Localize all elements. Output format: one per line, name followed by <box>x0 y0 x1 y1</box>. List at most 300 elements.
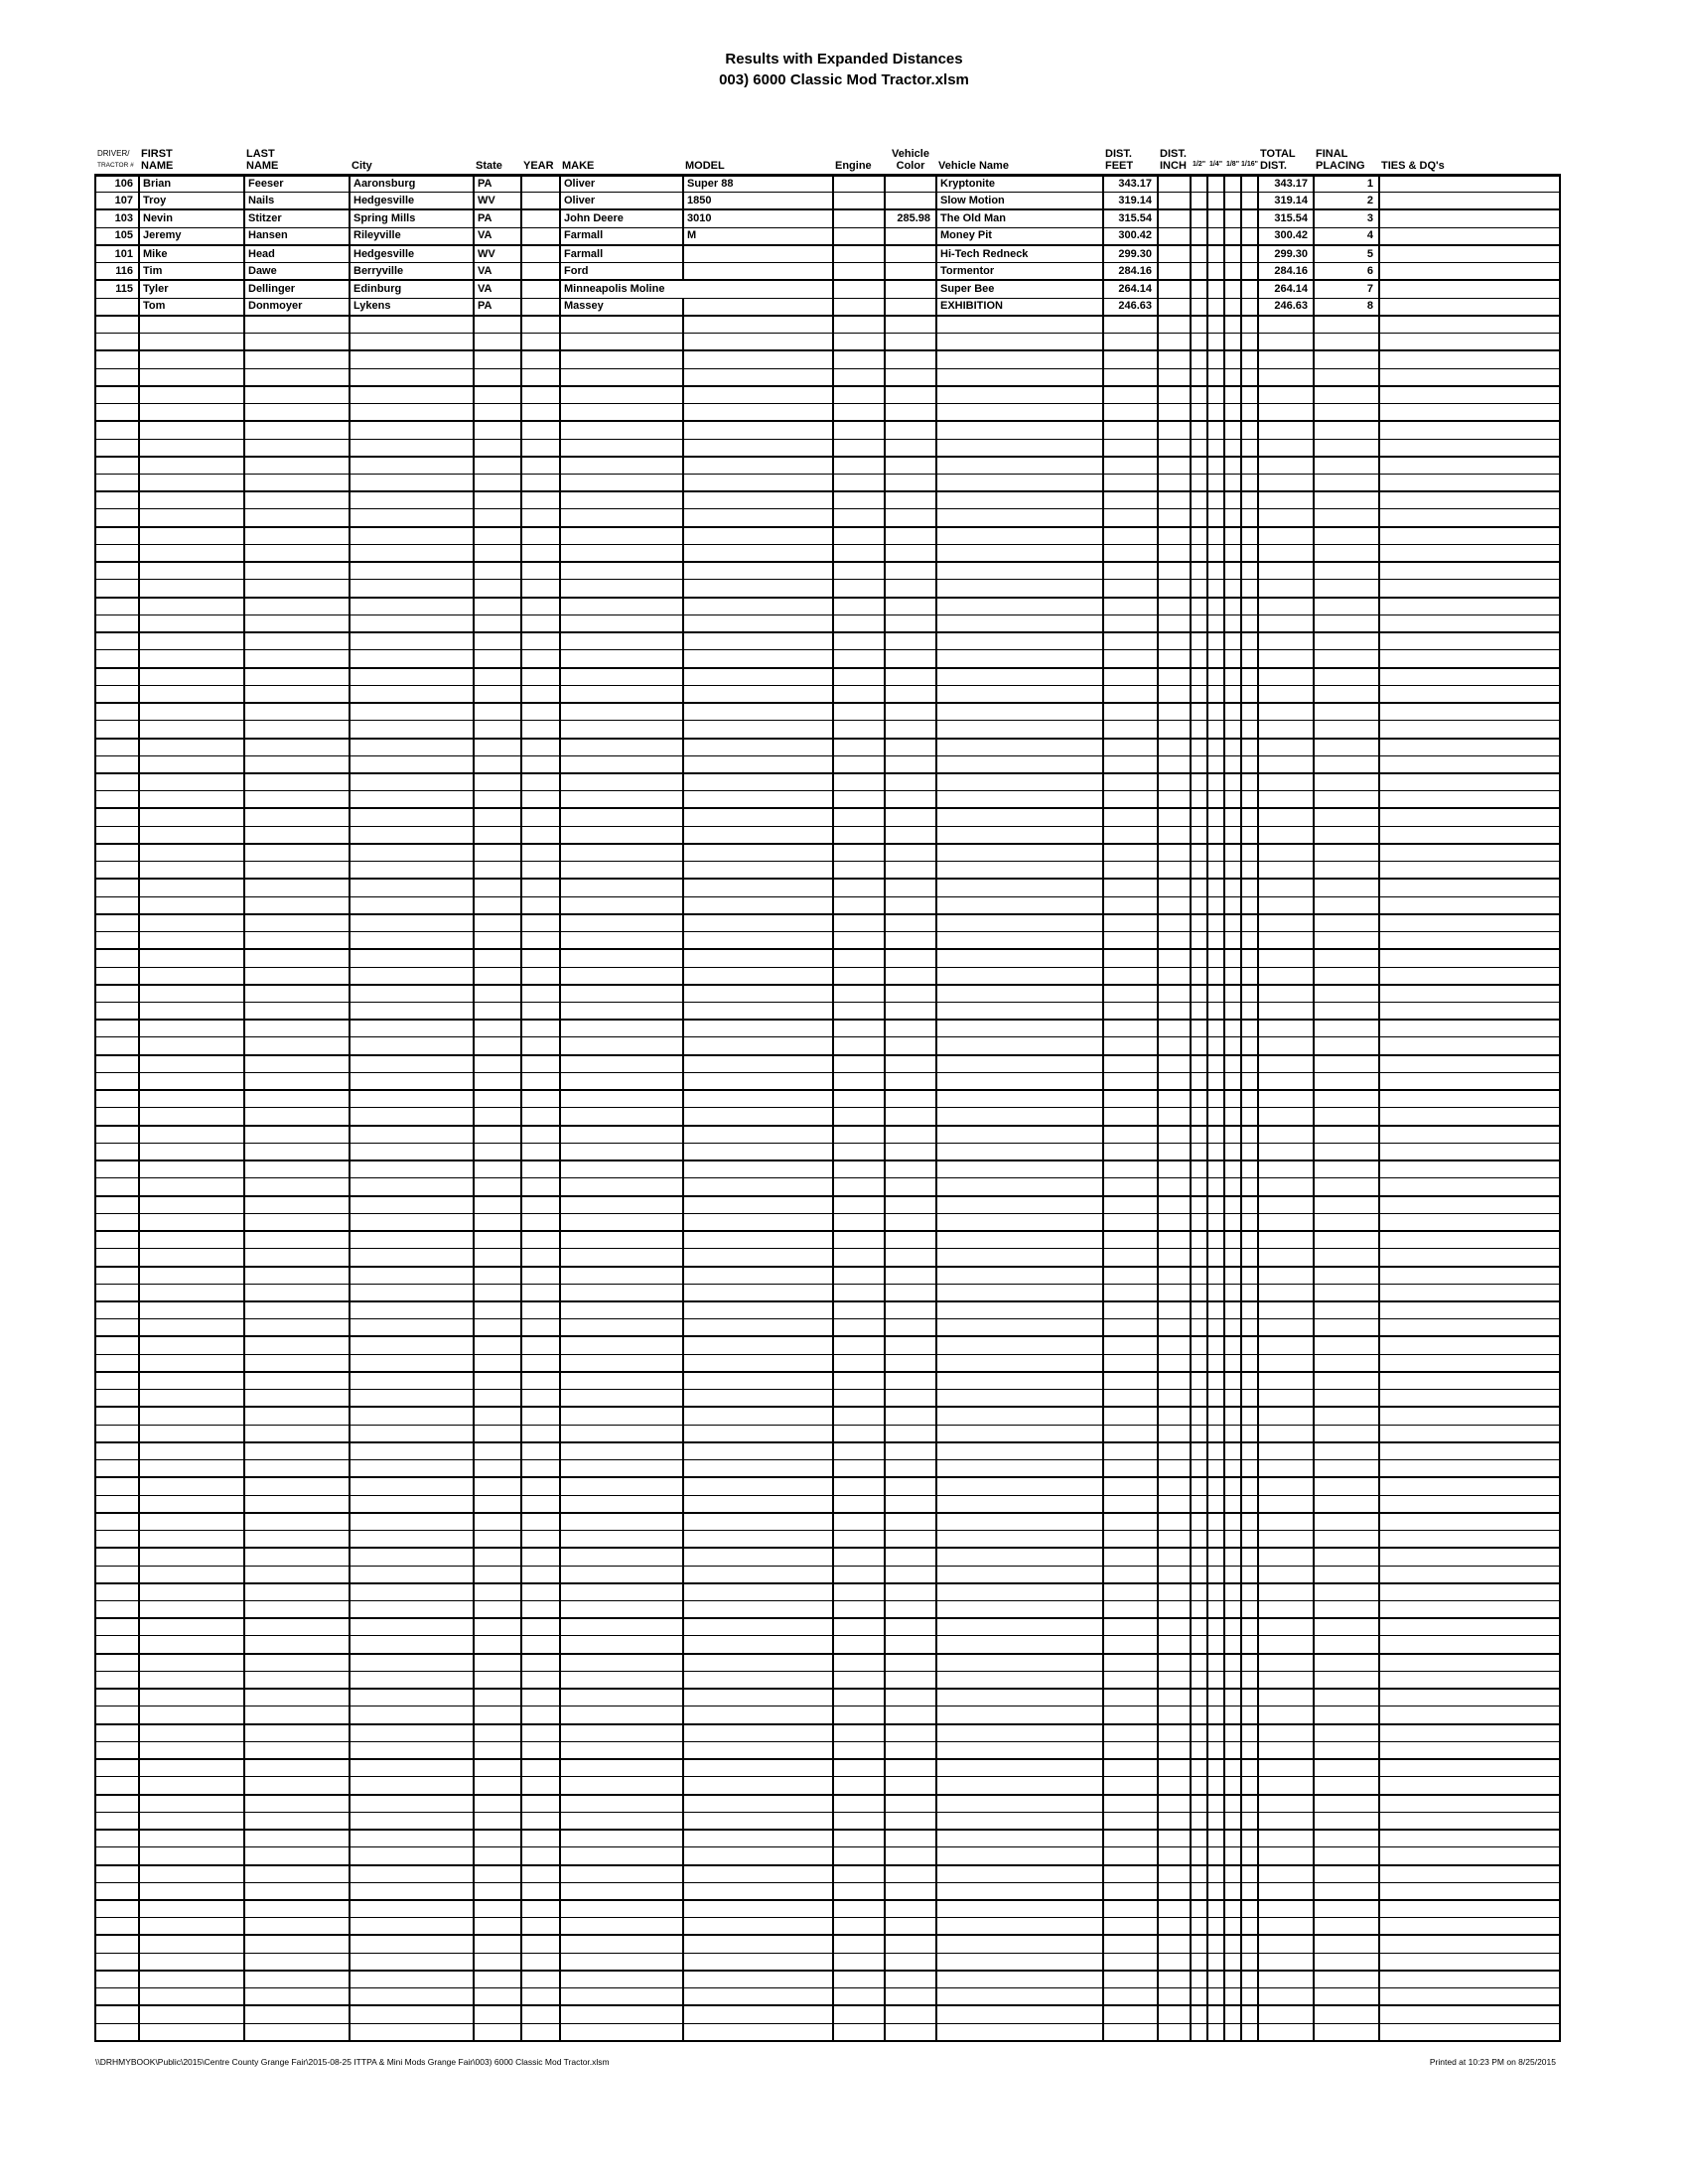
state-cell <box>474 1724 521 1742</box>
dist-inch-cell <box>1158 245 1191 263</box>
driver-number-cell <box>95 509 139 527</box>
last-name-cell <box>244 1795 350 1813</box>
vehicle-color-cell <box>885 562 936 580</box>
year-cell <box>521 1055 560 1073</box>
vehicle-color-cell <box>885 2005 936 2023</box>
year-cell <box>521 1689 560 1706</box>
final-placing-cell <box>1314 862 1379 880</box>
driver-number-cell <box>95 1724 139 1742</box>
column-header-line1: Vehicle <box>892 147 929 160</box>
model-cell <box>683 1795 833 1813</box>
sixteenth-inch-cell <box>1241 1442 1258 1460</box>
vehicle-color-cell <box>885 1830 936 1847</box>
make-cell <box>560 1319 683 1337</box>
vehicle-name-cell <box>936 544 1103 562</box>
vehicle-color-cell <box>885 1020 936 1037</box>
table-row <box>95 739 1560 756</box>
quarter-inch-cell <box>1207 527 1224 545</box>
vehicle-name-cell <box>936 2023 1103 2041</box>
year-cell <box>521 1231 560 1249</box>
city-cell <box>350 1865 474 1883</box>
dist-inch-cell <box>1158 491 1191 509</box>
city-cell <box>350 967 474 985</box>
model-cell <box>683 1249 833 1267</box>
final-placing-cell <box>1314 1636 1379 1654</box>
final-placing-cell <box>1314 826 1379 844</box>
year-cell <box>521 1988 560 2006</box>
driver-number-cell <box>95 685 139 703</box>
total-dist-cell <box>1258 896 1314 914</box>
quarter-inch-cell <box>1207 1319 1224 1337</box>
first-name-cell <box>139 932 244 950</box>
year-cell <box>521 457 560 475</box>
dist-feet-cell <box>1103 632 1158 650</box>
make-cell <box>560 826 683 844</box>
last-name-cell <box>244 509 350 527</box>
half-inch-cell <box>1191 598 1207 615</box>
half-inch-cell <box>1191 1143 1207 1160</box>
vehicle-color-cell <box>885 1160 936 1178</box>
first-name-cell <box>139 1425 244 1442</box>
driver-number-cell <box>95 1583 139 1601</box>
column-header-line2: TRACTOR # <box>97 162 134 169</box>
table-row <box>95 1741 1560 1759</box>
dist-inch-cell <box>1158 1513 1191 1531</box>
city-cell <box>350 650 474 668</box>
city-cell <box>350 755 474 773</box>
city-cell <box>350 1759 474 1777</box>
first-name-cell <box>139 1777 244 1795</box>
last-name-cell <box>244 1600 350 1618</box>
dist-feet-cell <box>1103 879 1158 896</box>
dist-inch-cell <box>1158 632 1191 650</box>
model-cell <box>683 1231 833 1249</box>
last-name-cell <box>244 1847 350 1865</box>
table-row <box>95 1301 1560 1319</box>
half-inch-cell <box>1191 1196 1207 1214</box>
ties-dqs-cell <box>1379 1988 1560 2006</box>
state-cell <box>474 1900 521 1918</box>
state-cell: VA <box>474 263 521 281</box>
total-dist-cell <box>1258 1795 1314 1813</box>
dist-feet-cell: 299.30 <box>1103 245 1158 263</box>
city-cell <box>350 1706 474 1724</box>
last-name-cell <box>244 985 350 1003</box>
make-cell <box>560 491 683 509</box>
driver-number-cell <box>95 668 139 686</box>
dist-inch-cell <box>1158 1407 1191 1425</box>
quarter-inch-cell <box>1207 967 1224 985</box>
column-header-line2: Engine <box>835 160 872 172</box>
dist-feet-cell <box>1103 703 1158 721</box>
first-name-cell <box>139 791 244 809</box>
vehicle-name-cell <box>936 826 1103 844</box>
ties-dqs-cell <box>1379 896 1560 914</box>
state-cell <box>474 1847 521 1865</box>
eighth-inch-cell <box>1224 439 1241 457</box>
make-cell <box>560 1988 683 2006</box>
state-cell <box>474 1090 521 1108</box>
year-cell <box>521 1319 560 1337</box>
last-name-cell <box>244 1407 350 1425</box>
vehicle-color-cell <box>885 1618 936 1636</box>
total-dist-cell <box>1258 949 1314 967</box>
half-inch-cell <box>1191 1531 1207 1549</box>
sixteenth-inch-cell <box>1241 1354 1258 1372</box>
ties-dqs-cell <box>1379 1126 1560 1144</box>
driver-number-cell <box>95 1882 139 1900</box>
final-placing-cell <box>1314 1267 1379 1285</box>
engine-cell <box>833 932 885 950</box>
total-dist-cell <box>1258 1495 1314 1513</box>
make-cell <box>560 1020 683 1037</box>
total-dist-cell <box>1258 404 1314 422</box>
dist-feet-cell <box>1103 2005 1158 2023</box>
last-name-cell <box>244 1020 350 1037</box>
year-cell <box>521 1654 560 1672</box>
dist-inch-cell <box>1158 386 1191 404</box>
driver-number-cell <box>95 967 139 985</box>
vehicle-name-cell <box>936 1213 1103 1231</box>
first-name-cell <box>139 1196 244 1214</box>
total-dist-cell <box>1258 1425 1314 1442</box>
sixteenth-inch-cell <box>1241 175 1258 193</box>
final-placing-cell <box>1314 1196 1379 1214</box>
quarter-inch-cell <box>1207 1055 1224 1073</box>
engine-cell <box>833 280 885 298</box>
engine-cell <box>833 1301 885 1319</box>
make-cell <box>560 1072 683 1090</box>
state-cell <box>474 1336 521 1354</box>
engine-cell <box>833 1390 885 1408</box>
half-inch-cell <box>1191 1249 1207 1267</box>
make-cell <box>560 334 683 351</box>
eighth-inch-cell <box>1224 193 1241 210</box>
vehicle-color-cell <box>885 739 936 756</box>
state-cell <box>474 1636 521 1654</box>
engine-cell <box>833 1460 885 1478</box>
model-cell <box>683 334 833 351</box>
half-inch-cell <box>1191 1953 1207 1971</box>
final-placing-cell <box>1314 632 1379 650</box>
final-placing-cell <box>1314 985 1379 1003</box>
dist-feet-cell <box>1103 1865 1158 1883</box>
make-cell <box>560 1935 683 1953</box>
ties-dqs-cell <box>1379 1301 1560 1319</box>
engine-cell <box>833 755 885 773</box>
city-cell <box>350 474 474 491</box>
quarter-inch-cell <box>1207 1477 1224 1495</box>
dist-inch-cell <box>1158 2005 1191 2023</box>
half-inch-cell <box>1191 1284 1207 1301</box>
model-cell <box>683 1213 833 1231</box>
make-cell <box>560 1583 683 1601</box>
dist-inch-cell <box>1158 808 1191 826</box>
ties-dqs-cell <box>1379 1143 1560 1160</box>
total-dist-cell: 246.63 <box>1258 298 1314 316</box>
table-row <box>95 808 1560 826</box>
ties-dqs-cell <box>1379 1795 1560 1813</box>
quarter-inch-cell <box>1207 808 1224 826</box>
city-cell <box>350 1442 474 1460</box>
engine-cell <box>833 509 885 527</box>
half-inch-cell <box>1191 368 1207 386</box>
vehicle-color-cell <box>885 1935 936 1953</box>
driver-number-cell <box>95 404 139 422</box>
first-name-cell <box>139 1460 244 1478</box>
vehicle-name-cell <box>936 350 1103 368</box>
make-cell <box>560 1900 683 1918</box>
last-name-cell <box>244 932 350 950</box>
state-cell <box>474 773 521 791</box>
total-dist-cell <box>1258 1724 1314 1742</box>
quarter-inch-cell <box>1207 1759 1224 1777</box>
state-cell <box>474 791 521 809</box>
state-cell <box>474 739 521 756</box>
driver-number-cell <box>95 1618 139 1636</box>
state-cell <box>474 439 521 457</box>
vehicle-color-cell <box>885 1741 936 1759</box>
city-cell <box>350 1160 474 1178</box>
dist-feet-cell <box>1103 439 1158 457</box>
dist-feet-cell <box>1103 598 1158 615</box>
vehicle-name-cell <box>936 1407 1103 1425</box>
year-cell <box>521 1372 560 1390</box>
state-cell <box>474 509 521 527</box>
ties-dqs-cell <box>1379 2023 1560 2041</box>
state-cell <box>474 1812 521 1830</box>
eighth-inch-cell <box>1224 1425 1241 1442</box>
quarter-inch-cell <box>1207 457 1224 475</box>
make-cell <box>560 1460 683 1478</box>
engine-cell <box>833 1072 885 1090</box>
model-cell <box>683 1741 833 1759</box>
state-cell <box>474 1442 521 1460</box>
final-placing-cell <box>1314 1108 1379 1126</box>
model-cell <box>683 1548 833 1566</box>
total-dist-cell <box>1258 1531 1314 1549</box>
dist-feet-cell <box>1103 1636 1158 1654</box>
engine-cell <box>833 1003 885 1021</box>
sixteenth-inch-cell <box>1241 298 1258 316</box>
city-cell <box>350 932 474 950</box>
first-name-cell <box>139 544 244 562</box>
total-dist-cell <box>1258 721 1314 739</box>
half-inch-cell <box>1191 1372 1207 1390</box>
engine-cell <box>833 1319 885 1337</box>
column-header-line2: DIST. <box>1260 160 1287 172</box>
make-cell <box>560 509 683 527</box>
eighth-inch-cell <box>1224 614 1241 632</box>
vehicle-color-cell <box>885 1882 936 1900</box>
engine-cell <box>833 527 885 545</box>
last-name-cell <box>244 1935 350 1953</box>
last-name-cell <box>244 2023 350 2041</box>
dist-feet-cell <box>1103 721 1158 739</box>
year-cell <box>521 1442 560 1460</box>
first-name-cell <box>139 985 244 1003</box>
vehicle-color-cell <box>885 263 936 281</box>
state-cell: VA <box>474 227 521 245</box>
model-cell <box>683 791 833 809</box>
first-name-cell <box>139 1143 244 1160</box>
engine-cell <box>833 668 885 686</box>
dist-feet-cell <box>1103 614 1158 632</box>
engine-cell <box>833 474 885 491</box>
model-cell <box>683 1900 833 1918</box>
driver-number-cell <box>95 1319 139 1337</box>
total-dist-cell <box>1258 1319 1314 1337</box>
make-cell <box>560 614 683 632</box>
eighth-inch-cell <box>1224 1301 1241 1319</box>
dist-feet-cell <box>1103 1566 1158 1583</box>
first-name-cell <box>139 879 244 896</box>
dist-feet-cell <box>1103 1126 1158 1144</box>
dist-feet-cell <box>1103 1671 1158 1689</box>
quarter-inch-cell <box>1207 1072 1224 1090</box>
model-cell <box>683 932 833 950</box>
year-cell <box>521 1390 560 1408</box>
footer-printed-at: Printed at 10:23 PM on 8/25/2015 <box>1429 2057 1556 2067</box>
half-inch-cell <box>1191 544 1207 562</box>
driver-number-cell <box>95 1847 139 1865</box>
dist-feet-cell <box>1103 1231 1158 1249</box>
vehicle-color-cell <box>885 949 936 967</box>
model-cell <box>683 544 833 562</box>
last-name-cell <box>244 404 350 422</box>
table-row <box>95 1918 1560 1936</box>
column-header-line2: TIES & DQ's <box>1381 160 1445 172</box>
table-row <box>95 755 1560 773</box>
make-cell <box>560 1918 683 1936</box>
state-cell <box>474 1953 521 1971</box>
half-inch-cell <box>1191 439 1207 457</box>
state-cell <box>474 1918 521 1936</box>
year-cell <box>521 1795 560 1813</box>
make-cell <box>560 1390 683 1408</box>
city-cell <box>350 1231 474 1249</box>
dist-inch-cell <box>1158 755 1191 773</box>
city-cell <box>350 1900 474 1918</box>
dist-feet-cell <box>1103 1143 1158 1160</box>
year-cell <box>521 1636 560 1654</box>
first-name-cell <box>139 491 244 509</box>
column-header-model <box>683 133 833 175</box>
vehicle-color-cell <box>885 1055 936 1073</box>
year-cell <box>521 1090 560 1108</box>
state-cell <box>474 1495 521 1513</box>
make-cell <box>560 580 683 598</box>
make-cell <box>560 773 683 791</box>
last-name-cell <box>244 1495 350 1513</box>
vehicle-color-cell <box>885 386 936 404</box>
state-cell <box>474 1583 521 1601</box>
sixteenth-inch-cell <box>1241 1706 1258 1724</box>
make-cell <box>560 1495 683 1513</box>
first-name-cell <box>139 1548 244 1566</box>
table-row <box>95 1372 1560 1390</box>
ties-dqs-cell <box>1379 703 1560 721</box>
eighth-inch-cell <box>1224 1055 1241 1073</box>
final-placing-cell <box>1314 1020 1379 1037</box>
state-cell <box>474 949 521 967</box>
state-cell <box>474 1319 521 1337</box>
city-cell <box>350 862 474 880</box>
final-placing-cell <box>1314 1795 1379 1813</box>
city-cell <box>350 632 474 650</box>
vehicle-color-cell <box>885 703 936 721</box>
engine-cell <box>833 1249 885 1267</box>
driver-number-cell <box>95 1865 139 1883</box>
total-dist-cell <box>1258 1267 1314 1285</box>
dist-inch-cell <box>1158 1178 1191 1196</box>
total-dist-cell <box>1258 2005 1314 2023</box>
dist-inch-cell <box>1158 614 1191 632</box>
eighth-inch-cell <box>1224 862 1241 880</box>
state-cell <box>474 1477 521 1495</box>
ties-dqs-cell <box>1379 862 1560 880</box>
dist-feet-cell <box>1103 1548 1158 1566</box>
vehicle-color-cell <box>885 1583 936 1601</box>
final-placing-cell <box>1314 1442 1379 1460</box>
dist-inch-cell <box>1158 1072 1191 1090</box>
sixteenth-inch-cell <box>1241 1759 1258 1777</box>
vehicle-name-cell <box>936 1548 1103 1566</box>
model-cell <box>683 1267 833 1285</box>
dist-feet-cell <box>1103 1918 1158 1936</box>
year-cell <box>521 1847 560 1865</box>
driver-number-cell <box>95 544 139 562</box>
dist-inch-cell <box>1158 1724 1191 1742</box>
model-cell <box>683 439 833 457</box>
ties-dqs-cell <box>1379 668 1560 686</box>
total-dist-cell <box>1258 2023 1314 2041</box>
eighth-inch-cell <box>1224 1795 1241 1813</box>
eighth-inch-cell <box>1224 1108 1241 1126</box>
final-placing-cell <box>1314 491 1379 509</box>
column-header-driver-number <box>95 133 139 175</box>
driver-number-cell <box>95 1442 139 1460</box>
half-inch-cell <box>1191 2023 1207 2041</box>
last-name-cell <box>244 1971 350 1988</box>
vehicle-name-cell <box>936 1671 1103 1689</box>
dist-inch-cell <box>1158 1460 1191 1478</box>
column-header-last-name <box>244 133 350 175</box>
ties-dqs-cell <box>1379 1882 1560 1900</box>
first-name-cell <box>139 949 244 967</box>
city-cell <box>350 1971 474 1988</box>
vehicle-name-cell <box>936 932 1103 950</box>
driver-number-cell <box>95 1935 139 1953</box>
table-row <box>95 773 1560 791</box>
final-placing-cell <box>1314 932 1379 950</box>
model-cell <box>683 527 833 545</box>
dist-feet-cell <box>1103 1882 1158 1900</box>
city-cell <box>350 1513 474 1531</box>
model-cell <box>683 1407 833 1425</box>
year-cell <box>521 1706 560 1724</box>
eighth-inch-cell <box>1224 457 1241 475</box>
dist-feet-cell <box>1103 1513 1158 1531</box>
first-name-cell <box>139 1847 244 1865</box>
make-cell <box>560 1618 683 1636</box>
state-cell <box>474 1654 521 1672</box>
vehicle-color-cell <box>885 509 936 527</box>
total-dist-cell <box>1258 826 1314 844</box>
quarter-inch-cell <box>1207 1407 1224 1425</box>
first-name-cell <box>139 1741 244 1759</box>
vehicle-name-cell <box>936 1812 1103 1830</box>
